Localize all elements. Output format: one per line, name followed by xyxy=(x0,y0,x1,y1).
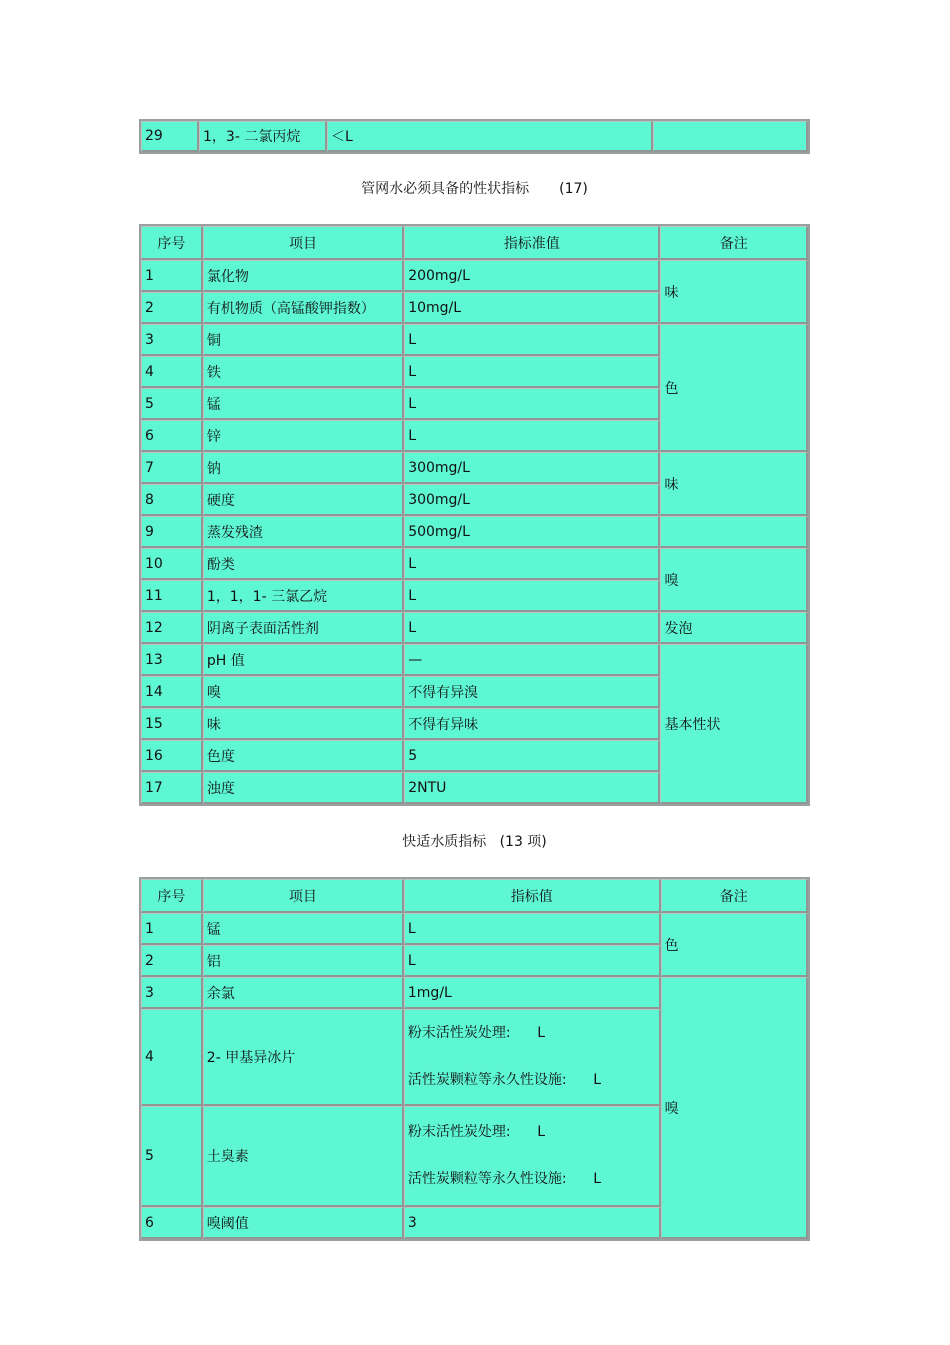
cell-value: L xyxy=(404,580,660,612)
cell-value: 300mg/L xyxy=(404,484,660,516)
cell-no: 3 xyxy=(141,977,203,1009)
cell-item: 1，1，1- 三氯乙烷 xyxy=(203,580,404,612)
cell-item: 2- 甲基异冰片 xyxy=(203,1009,404,1106)
table-row xyxy=(141,977,808,1009)
cell-value: 10mg/L xyxy=(404,292,660,324)
cell-value: L xyxy=(404,612,660,644)
cell-item: 氯化物 xyxy=(203,260,404,292)
cell-value: L xyxy=(404,388,660,420)
cell-value: L xyxy=(404,420,660,452)
cell-item: 嗅阈值 xyxy=(203,1207,404,1239)
value-line: 粉末活性炭处理: L xyxy=(407,1124,546,1140)
cell-value: 1mg/L xyxy=(404,977,661,1009)
table-row xyxy=(141,548,808,580)
cell-item: 钠 xyxy=(203,452,404,484)
cell-item: 铜 xyxy=(203,324,404,356)
cell-no: 3 xyxy=(141,324,203,356)
cell-value: 2NTU xyxy=(404,772,660,804)
cell-note: 味 xyxy=(660,260,808,324)
cell-value: L xyxy=(404,913,661,945)
table1-title: 管网水必须具备的性状指标 xyxy=(361,181,530,197)
cell-value: L xyxy=(404,324,660,356)
cell-item: 硬度 xyxy=(203,484,404,516)
cell-value: L xyxy=(404,356,660,388)
cell-item: 锰 xyxy=(203,913,404,945)
cell-value: 500mg/L xyxy=(404,516,660,548)
cell-value: 300mg/L xyxy=(404,452,660,484)
cell-no: 15 xyxy=(141,708,203,740)
cell-value xyxy=(404,1009,661,1106)
cell-no: 6 xyxy=(141,1207,203,1239)
cell-no: 5 xyxy=(141,388,203,420)
cell-value: L xyxy=(404,945,661,977)
cell-value: L xyxy=(404,548,660,580)
cell-no: 7 xyxy=(141,452,203,484)
table-row xyxy=(141,121,808,152)
cell-item: 土臭素 xyxy=(203,1106,404,1207)
cell-item: 浊度 xyxy=(203,772,404,804)
table-row xyxy=(141,516,808,548)
table-row xyxy=(141,913,808,945)
cell-value: 不得有异溴 xyxy=(404,676,660,708)
table-row xyxy=(141,324,808,356)
cell-item: 有机物质（高锰酸钾指数） xyxy=(203,292,404,324)
cell-value: ＜L xyxy=(327,121,653,152)
header-value: 指标准值 xyxy=(404,226,660,260)
cell-value: 3 xyxy=(404,1207,661,1239)
cell-no: 2 xyxy=(141,292,203,324)
cell-note: 发泡 xyxy=(660,612,808,644)
header-value: 指标值 xyxy=(404,879,661,913)
cell-item: 色度 xyxy=(203,740,404,772)
cell-note: 嗅 xyxy=(660,548,808,612)
cell-no: 5 xyxy=(141,1106,203,1207)
cell-no: 13 xyxy=(141,644,203,676)
cell-item: 锰 xyxy=(203,388,404,420)
cell-item: 酚类 xyxy=(203,548,404,580)
cell-item: 余氯 xyxy=(203,977,404,1009)
cell-item: 阴离子表面活性剂 xyxy=(203,612,404,644)
cell-no: 14 xyxy=(141,676,203,708)
cell-item: 1，3- 二氯丙烷 xyxy=(199,121,327,152)
header-no: 序号 xyxy=(141,879,203,913)
table-row xyxy=(141,612,808,644)
table-header-row xyxy=(141,226,808,260)
cell-no: 12 xyxy=(141,612,203,644)
table-row xyxy=(141,644,808,676)
header-item: 项目 xyxy=(203,226,404,260)
table-row xyxy=(141,452,808,484)
cell-note: 基本性状 xyxy=(660,644,808,804)
table1-caption xyxy=(139,178,810,198)
cell-no: 1 xyxy=(141,913,203,945)
cell-no: 4 xyxy=(141,356,203,388)
table2-count: (13 项) xyxy=(499,834,547,850)
cell-value: — xyxy=(404,644,660,676)
value-line: 活性炭颗粒等永久性设施: L xyxy=(407,1072,602,1088)
cell-note: 色 xyxy=(661,913,808,977)
cell-item: 铁 xyxy=(203,356,404,388)
cell-item: 蒸发残渣 xyxy=(203,516,404,548)
cell-item: pH 值 xyxy=(203,644,404,676)
cell-no: 6 xyxy=(141,420,203,452)
cell-item: 锌 xyxy=(203,420,404,452)
header-note: 备注 xyxy=(660,226,808,260)
table-header-row xyxy=(141,879,808,913)
table2 xyxy=(139,877,810,1241)
cell-no: 2 xyxy=(141,945,203,977)
cell-note: 嗅 xyxy=(661,977,808,1239)
cell-note: 味 xyxy=(660,452,808,516)
table2-caption xyxy=(139,831,810,851)
cell-no: 4 xyxy=(141,1009,203,1106)
value-line: 活性炭颗粒等永久性设施: L xyxy=(407,1171,602,1187)
cell-item: 嗅 xyxy=(203,676,404,708)
table1 xyxy=(139,224,810,806)
cell-value xyxy=(404,1106,661,1207)
table1-count: (17) xyxy=(559,181,588,197)
cell-no: 10 xyxy=(141,548,203,580)
header-item: 项目 xyxy=(203,879,404,913)
header-no: 序号 xyxy=(141,226,203,260)
cell-value: 5 xyxy=(404,740,660,772)
value-line: 粉末活性炭处理: L xyxy=(407,1025,546,1041)
cell-value: 不得有异味 xyxy=(404,708,660,740)
cell-note: 色 xyxy=(660,324,808,452)
cell-no: 16 xyxy=(141,740,203,772)
cell-item: 味 xyxy=(203,708,404,740)
cell-no: 9 xyxy=(141,516,203,548)
top-fragment-table xyxy=(139,119,810,154)
cell-no: 11 xyxy=(141,580,203,612)
table2-title: 快适水质指标 xyxy=(402,834,487,850)
cell-note xyxy=(653,121,808,152)
table-row xyxy=(141,260,808,292)
cell-no: 29 xyxy=(141,121,199,152)
header-note: 备注 xyxy=(661,879,808,913)
cell-note xyxy=(660,516,808,548)
cell-item: 铝 xyxy=(203,945,404,977)
cell-value: 200mg/L xyxy=(404,260,660,292)
cell-no: 17 xyxy=(141,772,203,804)
cell-no: 1 xyxy=(141,260,203,292)
cell-no: 8 xyxy=(141,484,203,516)
